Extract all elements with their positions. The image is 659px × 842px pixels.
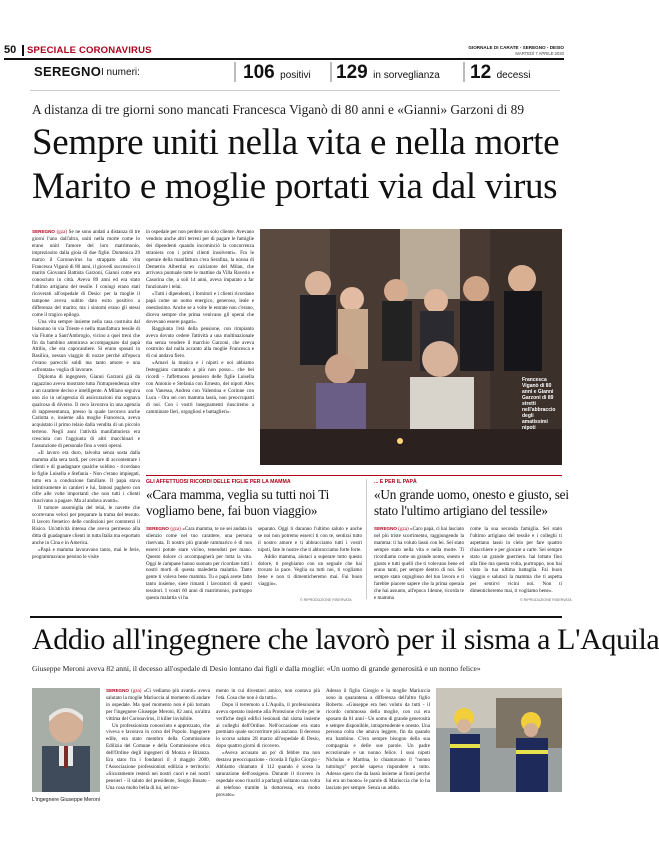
quote1-body-col1 [146, 526, 252, 604]
stats-rule [30, 90, 560, 91]
paragraph: «Caro papà, ci hai lasciato nel più triste scorrimento, raggiungendo la mamma: ti ha voluto lassù con lei. Sei stato sempre stato nella vita e nella morte. Ti ricordiamo come un grande uomo, onesto e giusto e tutti quelli che ti volevano bene ed erano tanti, per sempre dentro di noi. Sei sempre stato orgoglioso del tuo lavoro e ti farebbe piacere sapere che la prima operaia che hai assunto, all'epoca 14enne, ricorda te e mamma [374, 526, 464, 602]
dateline: SEREGNO [106, 688, 129, 693]
stats-divider-1 [234, 62, 236, 82]
portrait-photo [32, 688, 100, 792]
paragraph: Il tumore assomiglia del telai, le navette che scorrevano veloci per preparare la trama del tessuto. Il lavoro frenetico delle confezioni per contoterzi il Risico. Un'attività intensa che aveva permesso alla ditta di guadagnare clienti in tutta Italia ma esportato anche in Cina e in America. [32, 505, 140, 546]
rescue-workers-image [436, 688, 562, 792]
article1-column-2 [146, 229, 254, 479]
article1-headline-line2: Marito e moglie portati via dal virus [32, 166, 558, 207]
dateline-tag: (gza) [131, 688, 142, 694]
stat-surveillance-label: in sorveglianza [373, 70, 440, 81]
dateline: SEREGNO [146, 526, 169, 531]
family-photo [260, 229, 562, 465]
paragraph: Se ne sono andati a distanza di tre giorni l'uno dall'altra, uniti nella morte come lo erano uniti l'amore del loro matrimonio, impreziosito dalla gioia di due figlie. Domenica 29 marzo il Coronavirus ha strappato alla vita Francesca Viganò di 80 anni, il giovedì successivo il marito Giovanni Battista Garzoni, Gianni come era conosciuto in città. Aveva 89 anni ed era stato l'ultimo artigiano del tessile. I coniugi erano stati ricoverati all'ospedale di Desio: per la moglie il tampone aveva subito dato esito positivo a differenza del marito; ma i sintomi erano gli stessi come il tragico epilogo. [32, 229, 140, 318]
paragraph: come la sua seconda famiglia. Sei stato l'ultimo artigiano del tessile e i colleghi ti aspettano lassù in cielo per fare quattro chiacchiere e per giocare a carte. Sei sempre stato un grande guerriero. hai lottato fino alla fine ma questa volta, purtroppo, non hai vinto la tua ultima battaglia. Fai buon viaggio e salutaci la mamma che ti aspetta per sentirvi vicini noi. Non ti dimenticheremo mai, ti vogliamo bene». [470, 526, 562, 595]
portrait-caption: L'ingegnere Giuseppe Meroni [32, 797, 100, 803]
article1-column-1 [32, 229, 140, 599]
stats-label: I numeri: [101, 67, 140, 78]
quote2-body-col1 [374, 526, 464, 604]
stat-deaths-value: 12 [470, 62, 492, 83]
article2-column-2 [216, 688, 320, 834]
quote-column-divider [366, 479, 367, 599]
article2-column-3 [326, 688, 430, 834]
paragraph: mento in cui diventavi amico, non contava più l'età. Cosa che non è da tutti». [216, 688, 320, 701]
section-title: SPECIALE CORONAVIRUS [27, 45, 152, 56]
paragraph: Addio mamma, aiutaci a superare tutto questo dolore, ti preghiamo con un segnale che hai trovato la pace. Veglia su tutti noi, ti vogliamo bene e non ti dimenticheremo mai. Fai buon viaggio». [258, 553, 362, 588]
stat-surveillance-value: 129 [336, 62, 368, 83]
portrait-image [32, 688, 100, 792]
quote-divider-top [146, 475, 562, 476]
dateline: SEREGNO [32, 229, 55, 234]
paragraph: Raggiunta l'età della pensione, con rimpianto aveva dovuto cedere l'attività a una multinazionale ma senza vendere il marchio Garzoni, che aveva costruito dal nulla accanto alla moglie Francesca e di cui andava fiero. [146, 325, 254, 360]
family-photo-caption: Francesca Viganò di 80 anni e Gianni Garzoni di 89 stretti nell'abbraccio degli amatissimi nipoti [522, 377, 556, 431]
paragraph: «Papà e mamma lavoravano tanto, mai le ferie, programmavano persino le visite [32, 546, 140, 560]
dateline-tag: (gza) [56, 229, 68, 235]
stat-positive [243, 62, 311, 84]
quote2-body-col2 [470, 526, 562, 604]
header-divider [22, 45, 24, 56]
header-rule [4, 58, 564, 60]
newspaper-name: GIORNALE DI CARATE - SEREGNO - DESIO [468, 45, 564, 50]
stat-deaths-label: decessi [496, 70, 531, 81]
paragraph: «Aveva accusato un po' di febbre ma non destava preoccupazione - ricorda il figlio Giorgio - Abbiamo chiamato il 112 quando è scesa la saturazione dell'ossigeno. Durante il ricovero in ospedale sono riusciti a parlargli soltanto una volta al telefono tramite la dottoressa, era molto provato». [216, 750, 320, 798]
quote1-body-col2 [258, 526, 362, 604]
quote2-text: «Un grande uomo, onesto e giusto, sei stato l'ultimo artigiano del tessile» [374, 487, 569, 518]
paragraph: Una vita sempre insieme nella casa costruita dal bisnonno in via Trieste e nella manifattura tessile di via Fiume a Sant'Ambrogio, vicino a quei treni che fin da bambino ammirava accompagnato dal papà Attilio, che era capocantiere. Si erano sposati in Basilica, nessun viaggio di nozze perché all'epoca c'erano parecchi soldi ma tanto amore e una «sfrontata» voglia di lavorare. [32, 318, 140, 374]
dateline: SEREGNO [374, 526, 397, 531]
dateline-tag: (gza) [170, 526, 181, 532]
article1-kicker: A distanza di tre giorni sono mancati Francesca Viganò di 80 anni e «Gianni» Garzoni di 89 [32, 102, 525, 117]
dateline-tag: (gza) [398, 526, 409, 532]
article2-subhead: Giuseppe Meroni aveva 82 anni, il decesso all'ospedale di Desio lontano dai figli e dalla moglie: «Un uomo di grande generosità e un nonno felice» [32, 664, 481, 673]
quote1-kicker: GLI AFFETTUOSI RICORDI DELLE FIGLIE PER LA MAMMA [146, 479, 291, 485]
stat-surveillance [336, 62, 440, 84]
family-photo-image [260, 229, 562, 465]
repro-notice-1: © RIPRODUZIONE RISERVATA [300, 598, 352, 602]
paragraph: «Amavi la musica e i nipoti e noi abbiamo festeggiato cantando a più non posso... che bei ricordi - l'affettuoso pensiero delle figlie Luisella con Antonio e Stefania con Ernesto, dei nipoti Alex con Vanessa, Andrea con Valentina e Corinne con Luca - Ora sei con mamma lassù, non preoccuparti di noi. Con i vostri insegnamenti riusciremo a camminare fieri, orgogliosi e battaglieri». [146, 360, 254, 415]
stat-deaths [470, 62, 531, 84]
repro-notice-2: © RIPRODUZIONE RISERVATA [520, 598, 572, 602]
paragraph: separato. Oggi ti daranno l'ultimo saluto e anche se noi non potremo esserci ti con te, sentirai tutto il nostro amore e ti abbracciamo tutti i vostri nipoti, fate le nostre che ti abbracciamo forte forte. [258, 526, 362, 553]
stats-divider-2 [330, 62, 332, 82]
quote2-kicker: ... E PER IL PAPÀ [374, 479, 417, 485]
paragraph: Dopo il terremoto a L'Aquila, il professionista aveva operato insieme alla Protezione civile per le verifiche degli edifici lesionati dal sisma insieme ai colleghi dell'Ordine. Nell'occasione era stato premiato quale soccorritore più anziano. Il decesso lo scorso sabato 28 marzo all'ospedale di Desio, dopo quattro giorni di ricovero. [216, 701, 320, 750]
article2-column-1 [106, 688, 210, 834]
issue-date: MARTEDÌ 7 APRILE 2020 [515, 51, 564, 56]
article-separator [30, 616, 562, 618]
stat-positive-label: positivi [280, 70, 311, 81]
paragraph: Adesso il figlio Giorgio e la moglie Mariuccia sono in quarantena a differenza dell'altro figlio Roberto. «Giuseppe era ben voluto da tutti - il ricordo commosso della moglie, con cui era sposato da 61 anni - Un uomo di grande generosità e sempre disponibile, intraprendente e onesto. Una persona colta che amava leggere, fin da quando era bambino. C'era sempre bisogno della sua compagnia e delle sue parole. Un padre eccezionale e un nonno felice. I suoi nipoti Nicholas e Martina, lo chiamavano il "nonno tuttologo" perché sapeva rispondere a tutto. Adesso spero che da lassù insieme ai fiumi perché lui era un buono» le parole di Mariuccia che lo ha lasciato per sempre. Senza un addio. [326, 688, 430, 791]
stats-city: SEREGNO [34, 64, 102, 79]
paragraph: «Il lavoro era duro, talvolta senza sosta dalla mamma alla sera tardi, per cercare di accontentare i clienti e di guadagnare qualche soldino - ricordano le figlie Luisella e Stefania - Non c'erano impiegati, tutto era a conduzione familiare. Il papà stava istintivamente in cantieri e lui, famosi paghero con cifre alle volte importanti che non tutti i clienti riuscivano a pagare. Ma al andava avanti». [32, 450, 140, 505]
paragraph: «Cara mamma, te ne sei andata in silenzio come nel tuo carattere, una persona riservata. Il nostro più grande rammarico è di non esserci potute stare vicino, tenendoti per mano. Questo dolore ci accompagnerà per tutta la vita. Oggi le campane hanno suonato per ricordare tutti i nostri morti di questa maledetta malattia. Tante gente ti voleva bene mamma. Tu e papà avete fatto tanto insieme, siete rimasti i lavoratori di questi tessitori. I vostri 60 anni di matrimonio, purtroppo questa malattia vi ha [146, 526, 252, 602]
article2-headline: Addio all'ingegnere che lavorò per il sisma a L'Aquila [32, 623, 659, 656]
page-number: 50 [4, 44, 17, 56]
paragraph: «Tutti i dipendenti, i fornitori e i clienti ricordano papà come un uomo energico, generoso, leale e onestissimo. Anche se a volte le entrate non c'erano, diceva sempre che prima venivano gli operai che dovevano essere pagati». [146, 291, 254, 325]
paragraph: Un professionista conosciuto e apprezzato, che viveva e lavorava in corso del Popolo. Ingegnere edile, era stato membro della Commissione Edilizia del Comune e della Commissione etica dell'Ordine degli ingegneri di Monza e Brianza. Era stato fra i fondatori il 4 maggio 2000, l'Associazione professionisti edilizia e territorio: «Sicuramente resterà nei nostri cuori e nei nostri pensieri - il saluto del presidente, Sergio Busato - Una cosa molto bella di lui, nel mo- [106, 722, 210, 791]
paragraph: «Ci vediamo più avanti» aveva salutato la moglie Mariuccia al momento di andare in ospedale. Ma quel momento non è più tornato per l'ingegnere Giuseppe Meroni, 82 anni, un'altra vittima del Coronavirus, il killer invisibile. [106, 688, 210, 722]
rescue-workers-photo [436, 688, 562, 792]
stats-divider-3 [463, 62, 465, 82]
paragraph: Diploma di ingegnere, Gianni Garzoni già da ragazzino aveva mostrato tutta l'intraprendenza oltre a un carattere deciso e intelligente. A Milano seguiva uno zio in un'agenzia di assicurazioni ma sognava qualcosa di diverso. Il ceco lavorava in una agenzia di rappresentanza, presso la quale lavorava anche Carlotta e, insieme alla moglie Francesca, aveva acquistato il primo telaio dalla vendita di un piccolo terreno. Negli anni l'attività manifatturiera era cresciuta con l'aggiunta di altri macchinari e l'assunzione di personale fino a venti operai. [32, 374, 140, 450]
paragraph: in ospedale per non perdere un solo cliente. Avevano venduto anche altri terreni per di pagare le famiglie dei dipendenti quando incominciò la concorrenza straniera con i primi clienti insolventi». Fra le operaie della manifattura c'era Serafina, la nonna di Demetrio Albertini ex calciatore del Milan, che arrivava puntuale tutte le mattine da Villa Raverio e Casorina che, a soli 14 anni, aveva imparato a far funzionare i telai. [146, 229, 254, 291]
article1-headline-line1: Sempre uniti nella vita e nella morte [32, 122, 560, 163]
stat-positive-value: 106 [243, 62, 275, 83]
quote1-text: «Cara mamma, veglia su tutti noi Ti vogliamo bene, fai buon viaggio» [146, 487, 330, 518]
